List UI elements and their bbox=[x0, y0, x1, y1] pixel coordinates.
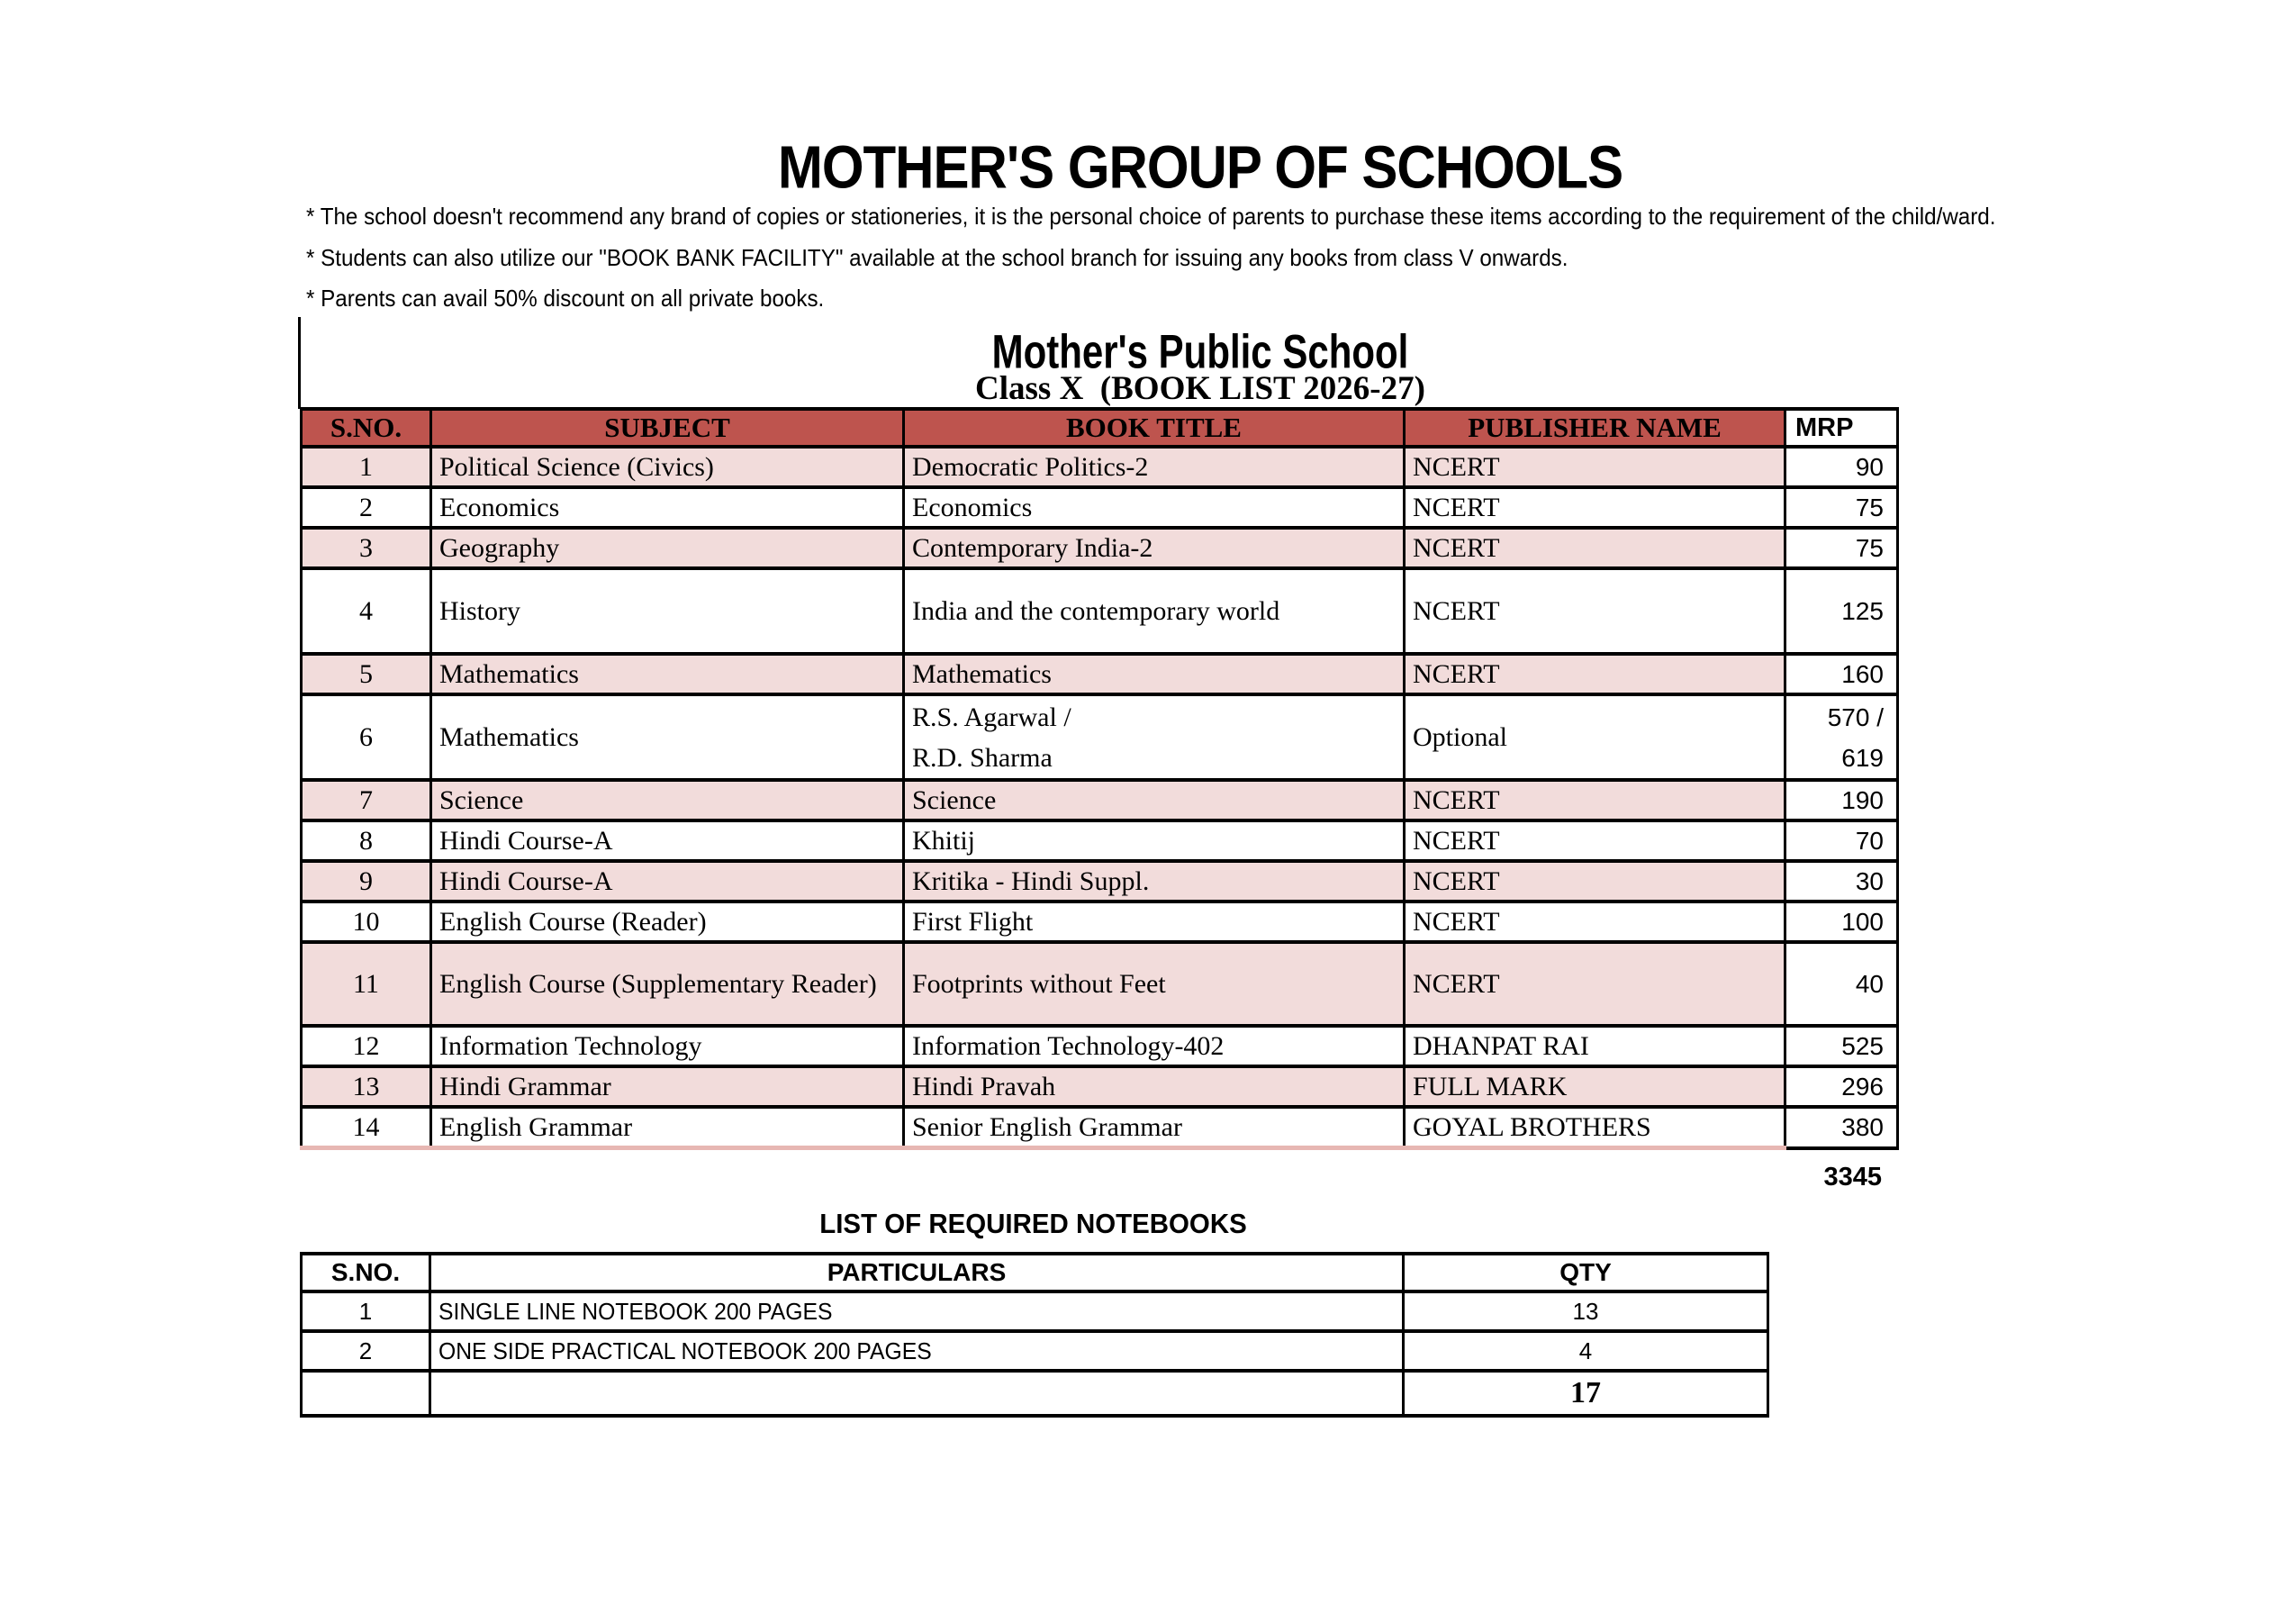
sno-cell: 1 bbox=[302, 1291, 430, 1331]
school-name: Mother's Public School bbox=[991, 325, 1409, 378]
subject-cell: Political Science (Civics) bbox=[431, 447, 904, 487]
table-row bbox=[302, 1331, 1768, 1371]
publisher-cell: NCERT bbox=[1405, 780, 1785, 820]
mrp-cell: 40 bbox=[1785, 942, 1898, 1026]
table-row bbox=[302, 1291, 1768, 1331]
title-cell: Kritika - Hindi Suppl. bbox=[904, 861, 1405, 902]
subject-cell: Economics bbox=[431, 487, 904, 528]
empty-cell bbox=[302, 1371, 430, 1416]
table-row bbox=[302, 568, 1898, 654]
publisher-cell: Optional bbox=[1405, 694, 1785, 780]
sno-cell: 11 bbox=[302, 942, 431, 1026]
col-header-mrp: MRP bbox=[1785, 409, 1898, 447]
table-row bbox=[302, 820, 1898, 861]
class-book-list-title: Class X (BOOK LIST 2026-27) bbox=[975, 370, 1425, 407]
publisher-cell: NCERT bbox=[1405, 820, 1785, 861]
sno-cell: 8 bbox=[302, 820, 431, 861]
title-cell bbox=[904, 694, 1405, 780]
publisher-cell: NCERT bbox=[1405, 568, 1785, 654]
note-discount: * Parents can avail 50% discount on all private books. bbox=[306, 285, 825, 312]
qty-total: 17 bbox=[1404, 1371, 1768, 1416]
publisher-cell: NCERT bbox=[1405, 861, 1785, 902]
publisher-cell: NCERT bbox=[1405, 487, 1785, 528]
publisher-cell: NCERT bbox=[1405, 654, 1785, 694]
subject-cell: Hindi Course-A bbox=[431, 820, 904, 861]
subject-cell: Mathematics bbox=[431, 694, 904, 780]
particulars-text: ONE SIDE PRACTICAL NOTEBOOK 200 PAGES bbox=[438, 1337, 932, 1364]
table-row bbox=[302, 694, 1898, 780]
particulars-cell bbox=[430, 1291, 1404, 1331]
col-header-book-title: BOOK TITLE bbox=[904, 409, 1405, 447]
mrp-cell: 125 bbox=[1785, 568, 1898, 654]
title-cell: Khitij bbox=[904, 820, 1405, 861]
publisher-cell: DHANPAT RAI bbox=[1405, 1026, 1785, 1066]
table-row bbox=[302, 447, 1898, 487]
col-header-publisher: PUBLISHER NAME bbox=[1405, 409, 1785, 447]
particulars-text: SINGLE LINE NOTEBOOK 200 PAGES bbox=[438, 1297, 833, 1325]
table-row bbox=[302, 861, 1898, 902]
mrp-cell: 75 bbox=[1785, 487, 1898, 528]
publisher-cell: NCERT bbox=[1405, 447, 1785, 487]
col-header-sno: S.NO. bbox=[302, 409, 431, 447]
notebooks-total-row bbox=[302, 1371, 1768, 1416]
title-cell: India and the contemporary world bbox=[904, 568, 1405, 654]
mrp-cell: 90 bbox=[1785, 447, 1898, 487]
sno-cell: 1 bbox=[302, 447, 431, 487]
sno-cell: 10 bbox=[302, 902, 431, 942]
qty-cell: 13 bbox=[1404, 1291, 1768, 1331]
mrp-cell: 30 bbox=[1785, 861, 1898, 902]
mrp-cell: 100 bbox=[1785, 902, 1898, 942]
page-title: MOTHER'S GROUP OF SCHOOLS bbox=[777, 133, 1623, 202]
book-table-header-row bbox=[302, 409, 1898, 447]
col-header-qty: QTY bbox=[1404, 1254, 1768, 1291]
notebooks-table bbox=[300, 1252, 1769, 1418]
title-cell: Footprints without Feet bbox=[904, 942, 1405, 1026]
publisher-cell: NCERT bbox=[1405, 902, 1785, 942]
subject-cell: English Grammar bbox=[431, 1107, 904, 1148]
notebooks-header-row bbox=[302, 1254, 1768, 1291]
mrp-line-2: 619 bbox=[1841, 743, 1884, 772]
title-cell: Information Technology-402 bbox=[904, 1026, 1405, 1066]
publisher-cell: NCERT bbox=[1405, 942, 1785, 1026]
table-row bbox=[302, 487, 1898, 528]
subject-cell: Geography bbox=[431, 528, 904, 568]
mrp-cell: 380 bbox=[1785, 1107, 1898, 1148]
mrp-cell: 190 bbox=[1785, 780, 1898, 820]
mrp-line-1: 570 / bbox=[1827, 702, 1884, 731]
qty-cell: 4 bbox=[1404, 1331, 1768, 1371]
sno-cell: 13 bbox=[302, 1066, 431, 1107]
table-row bbox=[302, 780, 1898, 820]
title-cell: First Flight bbox=[904, 902, 1405, 942]
table-row bbox=[302, 902, 1898, 942]
title-line-1: R.S. Agarwal / bbox=[912, 702, 1071, 732]
sno-cell: 14 bbox=[302, 1107, 431, 1148]
subject-cell: Information Technology bbox=[431, 1026, 904, 1066]
table-row bbox=[302, 942, 1898, 1026]
col-header-particulars: PARTICULARS bbox=[430, 1254, 1404, 1291]
note-book-bank: * Students can also utilize our "BOOK BANK FACILITY" available at the school branch for issuing any books from class V onwards. bbox=[306, 244, 1568, 271]
table-row bbox=[302, 1066, 1898, 1107]
table-row bbox=[302, 1107, 1898, 1148]
empty-cell bbox=[430, 1371, 1404, 1416]
title-line-2: R.D. Sharma bbox=[912, 742, 1053, 773]
publisher-cell: FULL MARK bbox=[1405, 1066, 1785, 1107]
sno-cell: 2 bbox=[302, 1331, 430, 1371]
mrp-cell bbox=[1785, 694, 1898, 780]
subject-cell: English Course (Supplementary Reader) bbox=[431, 942, 904, 1026]
col-header-sno: S.NO. bbox=[302, 1254, 430, 1291]
subject-cell: Hindi Course-A bbox=[431, 861, 904, 902]
sno-cell: 4 bbox=[302, 568, 431, 654]
table-row bbox=[302, 1026, 1898, 1066]
sno-cell: 6 bbox=[302, 694, 431, 780]
mrp-cell: 296 bbox=[1785, 1066, 1898, 1107]
sno-cell: 12 bbox=[302, 1026, 431, 1066]
book-list-table bbox=[300, 407, 1899, 1150]
sno-cell: 3 bbox=[302, 528, 431, 568]
subject-cell: English Course (Reader) bbox=[431, 902, 904, 942]
sno-cell: 5 bbox=[302, 654, 431, 694]
mrp-total: 3345 bbox=[1823, 1163, 1882, 1192]
title-cell: Economics bbox=[904, 487, 1405, 528]
subject-cell: Mathematics bbox=[431, 654, 904, 694]
publisher-cell: GOYAL BROTHERS bbox=[1405, 1107, 1785, 1148]
sno-cell: 7 bbox=[302, 780, 431, 820]
subject-cell: History bbox=[431, 568, 904, 654]
title-cell: Science bbox=[904, 780, 1405, 820]
col-header-subject: SUBJECT bbox=[431, 409, 904, 447]
title-cell: Senior English Grammar bbox=[904, 1107, 1405, 1148]
title-cell: Contemporary India-2 bbox=[904, 528, 1405, 568]
subject-cell: Science bbox=[431, 780, 904, 820]
mrp-cell: 75 bbox=[1785, 528, 1898, 568]
notebooks-heading: LIST OF REQUIRED NOTEBOOKS bbox=[819, 1208, 1247, 1239]
subject-cell: Hindi Grammar bbox=[431, 1066, 904, 1107]
table-row bbox=[302, 528, 1898, 568]
sno-cell: 9 bbox=[302, 861, 431, 902]
title-cell: Hindi Pravah bbox=[904, 1066, 1405, 1107]
sno-cell: 2 bbox=[302, 487, 431, 528]
particulars-cell bbox=[430, 1331, 1404, 1371]
title-cell: Democratic Politics-2 bbox=[904, 447, 1405, 487]
mrp-cell: 70 bbox=[1785, 820, 1898, 861]
publisher-cell: NCERT bbox=[1405, 528, 1785, 568]
table-row bbox=[302, 654, 1898, 694]
title-cell: Mathematics bbox=[904, 654, 1405, 694]
note-stationery: * The school doesn't recommend any brand of copies or stationeries, it is the personal choice of parents to purchase these items according to the requirement of the child/ward. bbox=[306, 203, 1996, 230]
mrp-cell: 525 bbox=[1785, 1026, 1898, 1066]
mrp-cell: 160 bbox=[1785, 654, 1898, 694]
